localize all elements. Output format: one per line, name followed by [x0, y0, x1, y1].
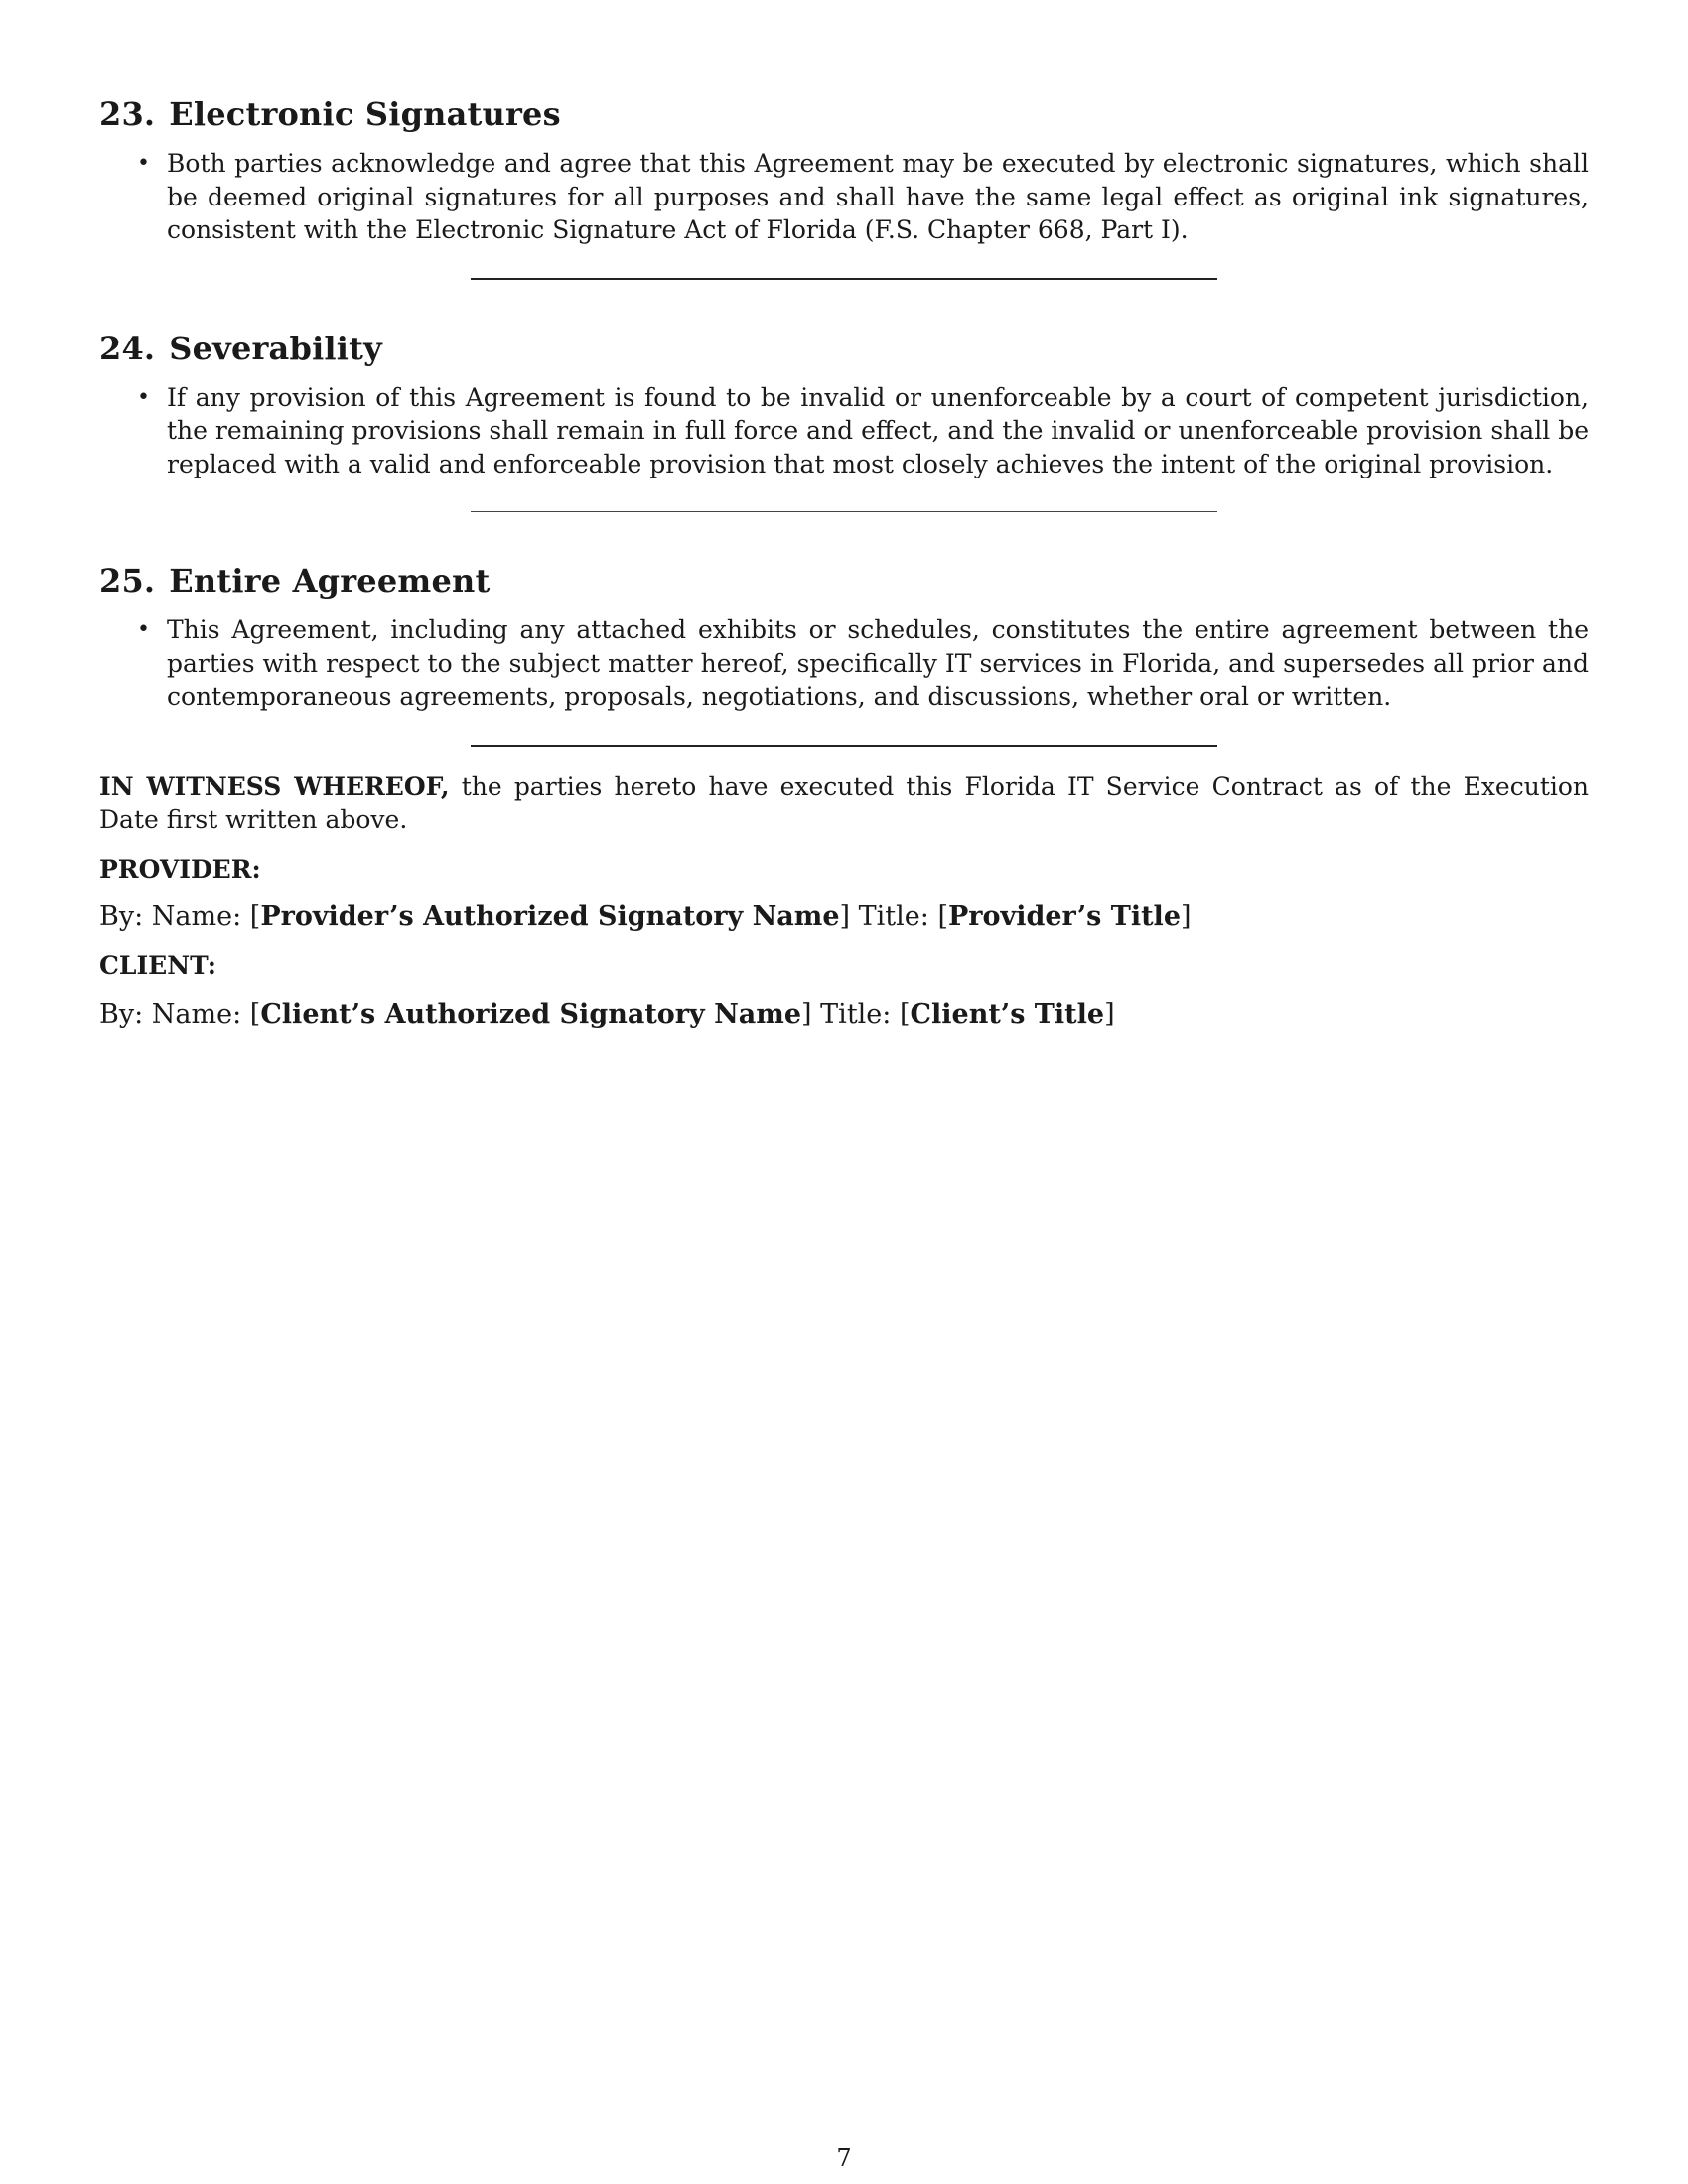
- section-number: 25.: [99, 562, 156, 600]
- client-title-label: Title:: [820, 998, 900, 1029]
- list-item: [137, 614, 1589, 714]
- provider-by-label: By: Name:: [99, 901, 250, 932]
- client-signatory-name: Client’s Authorized Signatory Name: [260, 998, 802, 1029]
- list-item-text: If any provision of this Agreement is found to be invalid or unenforceable by a court of competent jurisdiction, the remaining provisions shall remain in full force and effect, and the invalid or unenforceable provision shall be replaced with a valid and enforceable provision that most closely achieves the intent of the original provision.: [167, 382, 1589, 478]
- list-item-text: This Agreement, including any attached exhibits or schedules, constitutes the entire agreement between the parties with respect to the subject matter hereof, specifically IT services in Florida, and supersedes all prior and contemporaneous agreements, proposals, negotiations, and discussions, whether oral or written.: [167, 615, 1589, 711]
- section-title: Entire Agreement: [169, 562, 491, 600]
- witness-clause: [99, 770, 1589, 837]
- client-signature-line: By: Name: [Client’s Authorized Signatory Name] Title: [Client’s Title]: [99, 998, 1115, 1029]
- section-divider: [471, 278, 1217, 280]
- section-23-list: [99, 147, 1589, 247]
- section-25-list: [99, 614, 1589, 714]
- section-divider: [471, 745, 1217, 747]
- section-title: Electronic Signatures: [169, 95, 561, 133]
- bullet-icon: •: [137, 151, 150, 176]
- section-24-list: [99, 381, 1589, 481]
- bullet-icon: •: [137, 384, 150, 410]
- client-title: Client’s Title: [910, 998, 1105, 1029]
- section-heading-24: [99, 326, 1589, 371]
- section-number: 24.: [99, 329, 156, 367]
- section-title: Severability: [169, 329, 382, 367]
- section-divider: [471, 511, 1217, 512]
- witness-text: the parties hereto have executed this Florida IT Service Contract as of the Execution Date first written above.: [99, 771, 1590, 834]
- section-number: 23.: [99, 95, 156, 133]
- list-item: [137, 381, 1589, 481]
- provider-title: Provider’s Title: [947, 901, 1181, 932]
- provider-label: PROVIDER:: [99, 854, 261, 884]
- client-label: CLIENT:: [99, 951, 217, 980]
- provider-signature-line: By: Name: [Provider’s Authorized Signatory Name] Title: [Provider’s Title]: [99, 901, 1192, 932]
- page-number: 7: [836, 2144, 852, 2172]
- document-page: [99, 91, 1589, 1032]
- list-item-text: Both parties acknowledge and agree that this Agreement may be executed by electronic signatures, which shall be deemed original signatures for all purposes and shall have the same legal effect as original ink signatures, consistent with the Electronic Signature Act of Florida (F.S. Chapter 668, Part I).: [167, 149, 1589, 244]
- bullet-icon: •: [137, 617, 150, 642]
- provider-signatory-name: Provider’s Authorized Signatory Name: [260, 901, 840, 932]
- witness-lead: IN WITNESS WHEREOF,: [99, 771, 450, 801]
- client-by-label: By: Name:: [99, 998, 250, 1029]
- list-item: [137, 147, 1589, 247]
- section-heading-25: [99, 558, 1589, 604]
- provider-title-label: Title:: [858, 901, 938, 932]
- section-heading-23: [99, 91, 1589, 137]
